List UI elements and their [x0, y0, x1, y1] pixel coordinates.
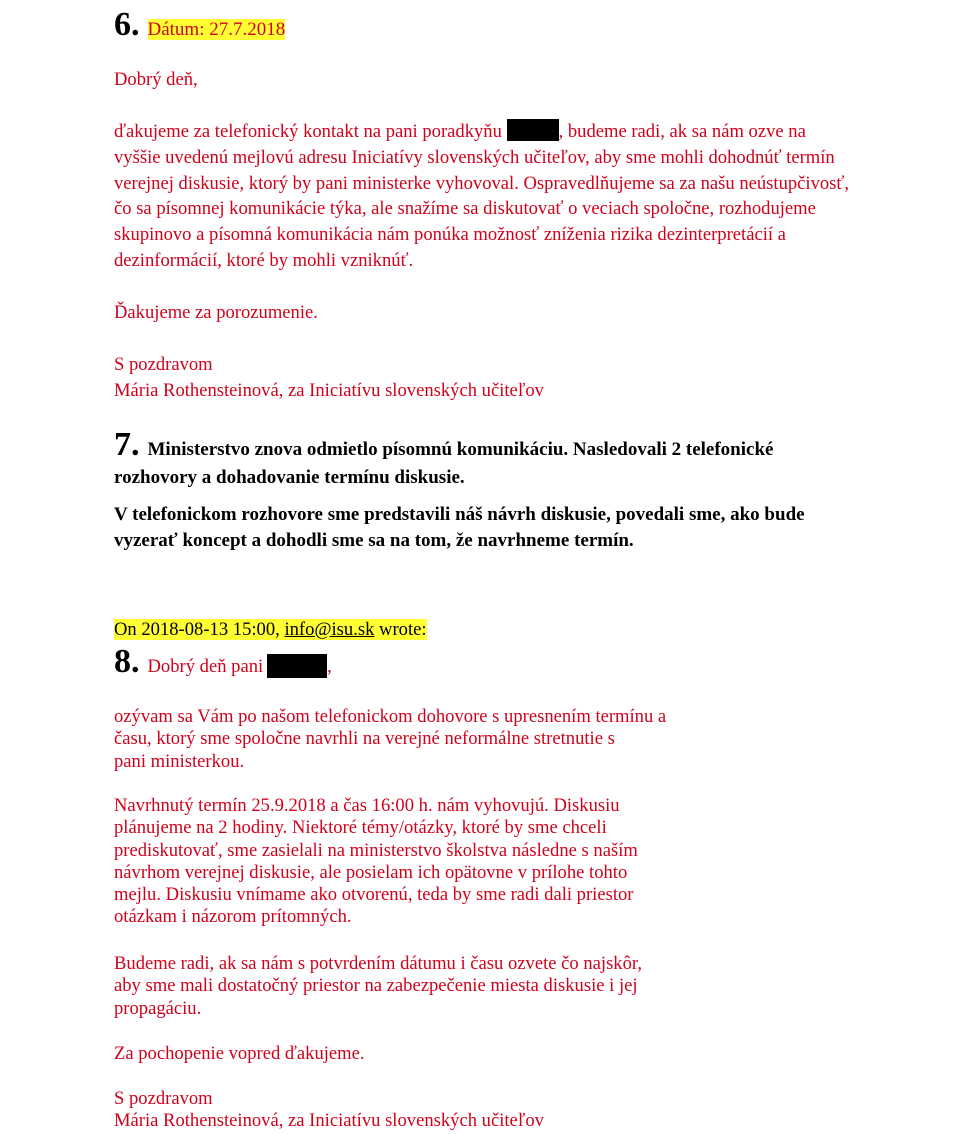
paragraph-3 [114, 953, 642, 1020]
redaction-block [507, 119, 559, 141]
section-number: 6. [114, 6, 140, 43]
date-highlight: Dátum: 27.7.2018 [147, 19, 286, 40]
thanks-line: Ďakujeme za porozumenie. [114, 302, 318, 323]
signature: Mária Rothensteinová, za Iniciatívu slovenských učiteľov [114, 380, 544, 401]
paragraph-line: ozývam sa Vám po našom telefonickom dohovore s upresnením termínu a [114, 706, 667, 727]
redaction-block [267, 654, 327, 678]
paragraph-line: pani ministerkou. [114, 750, 245, 772]
section-number: 8. [114, 643, 140, 680]
paragraph-1 [114, 706, 666, 773]
email-header [114, 619, 427, 641]
greeting-part2: , [327, 656, 332, 677]
email-header-prefix: On 2018-08-13 15:00, [114, 619, 285, 640]
paragraph-line: návrhom verejnej diskusie, ale posielam ich opätovne v prílohe tohto [114, 861, 628, 883]
body-text-part1: ďakujeme za telefonický kontakt na pani poradkyňu [114, 121, 502, 142]
section-8-heading [114, 645, 332, 679]
section-number: 7. [114, 426, 140, 463]
paragraph-line: Budeme radi, ak sa nám s potvrdením dátumu i času ozvete čo najskôr, [114, 953, 642, 974]
email-header-suffix: wrote: [374, 619, 427, 640]
greeting: Dobrý deň, [114, 69, 198, 90]
closing: S pozdravom [114, 354, 213, 375]
closing: S pozdravom [114, 1088, 213, 1109]
paragraph-line: prediskutovať, sme zasielali na ministerstvo školstva následne s naším [114, 839, 638, 861]
body-text-part2: , budeme radi, ak sa nám ozve na vyššie uvedenú mejlovú adresu Iniciatívy slovenských učiteľov, aby sme mohli dohodnúť termín verejnej diskusie, ktorý by pani ministerke vyhovoval. Ospravedlňujeme sa za našu neústupčivosť, čo sa písomnej komunikácie týka, ale snažíme sa diskutovať o veciach spoločne, rozhodujeme skupinovo a písomná komunikácia nám ponúka možnosť zníženia rizika dezinterpretácií a dezinformácií, ktoré by mohli vzniknúť. [114, 121, 849, 271]
paragraph-2 [114, 795, 638, 929]
greeting-part1: Dobrý deň pani [147, 656, 264, 677]
paragraph-line: času, ktorý sme spoločne navrhli na verejné neformálne stretnutie s [114, 728, 615, 750]
section-7-text [114, 428, 834, 492]
section-7-line1: Ministerstvo znova odmietlo písomnú komunikáciu. Nasledovali 2 telefonické rozhovory a dohadovanie termínu diskusie. [114, 439, 774, 488]
email-link[interactable]: info@isu.sk [284, 619, 375, 640]
paragraph-line: Navrhnutý termín 25.9.2018 a čas 16:00 h. nám vyhovujú. Diskusiu [114, 795, 620, 816]
paragraph-line: propagáciu. [114, 997, 202, 1019]
section-7-paragraph: V telefonickom rozhovore sme predstavili náš návrh diskusie, povedali sme, ako bude vyzerať koncept a dohodli sme sa na tom, že navrhneme termín. [114, 504, 805, 551]
body-paragraph [114, 119, 849, 274]
paragraph-line: aby sme mali dostatočný priestor na zabezpečenie miesta diskusie i jej [114, 975, 638, 997]
thanks-line: Za pochopenie vopred ďakujeme. [114, 1043, 365, 1064]
paragraph-line: otázkam i názorom prítomných. [114, 906, 352, 928]
paragraph-line: plánujeme na 2 hodiny. Niektoré témy/otázky, ktoré by sme chceli [114, 817, 607, 839]
paragraph-line: mejlu. Diskusiu vnímame ako otvorenú, teda by sme radi dali priestor [114, 884, 634, 906]
section-6-heading [114, 8, 285, 42]
signature: Mária Rothensteinová, za Iniciatívu slovenských učiteľov [114, 1110, 544, 1131]
